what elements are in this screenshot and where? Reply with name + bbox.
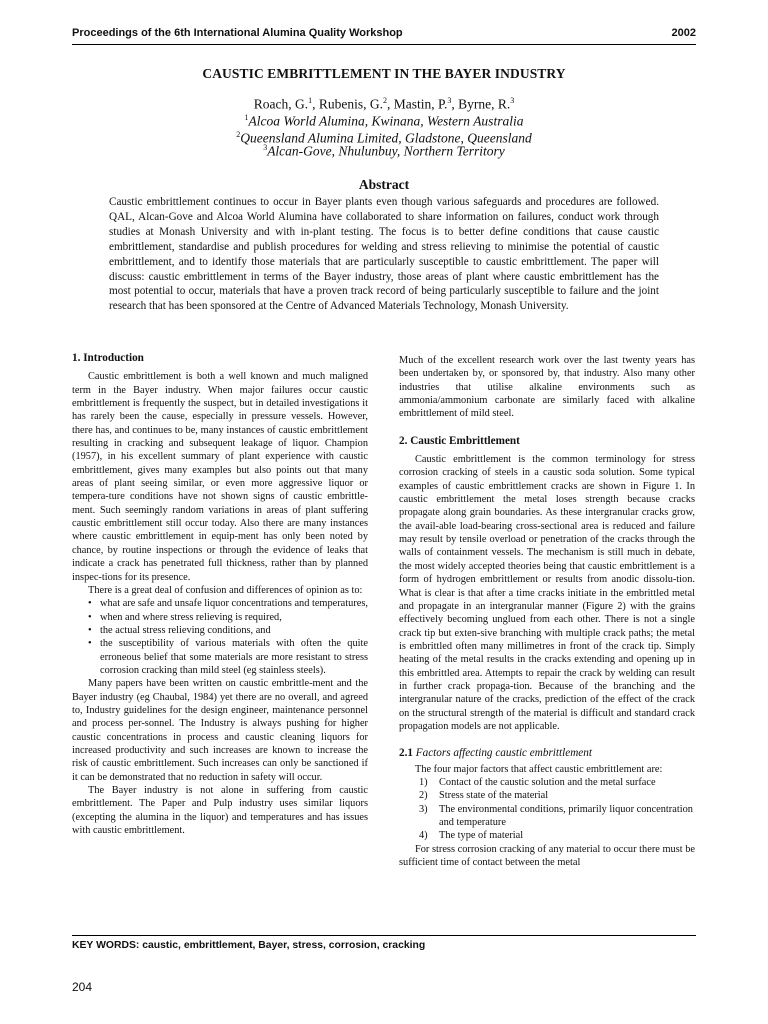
year: 2002 bbox=[671, 27, 696, 39]
bullet-list bbox=[72, 597, 368, 677]
list-item: • what are safe and unsafe liquor concentrations and temperatures, bbox=[88, 598, 368, 610]
affiliation-2: $^2$Queensland Alumina Limited, Gladstone, Queensland bbox=[236, 130, 532, 146]
list-item: 3) The environmental conditions, primarily liquor concentration and temperature bbox=[419, 803, 693, 828]
paragraph: Caustic embrittlement is both a well known and much maligned term in the Bayer industry. When major failures occur caustic embrittlement is frequently the suspect, but in detailed investigations it has rarely been the cause, especially in pressure vessels. However, there has, and continues to be, many instances of caustic embrittlement resulting in cracking and subsequent leakage of liquor. Champion (1957), in his excellent summary of plant experience with caustic embrittlement, gives many examples but also points out that many areas of plant seeing similar, or even more aggressive liquor or tempera-ture conditions have not shown signs of caustic embrittle-ment. Such seemingly random variations in areas of plant suffering caustic embrittlement still occur today. Also there are many instances where caustic embrittlement in equip-ment has only been noted by chance, by routine inspections or through the evidence of leaks that indicate a crack has penetrated full thickness, rather than by planned inspec-tions for its presence. bbox=[72, 371, 368, 583]
page-number: 204 bbox=[72, 980, 93, 994]
journal-title: Proceedings of the 6th International Alumina Quality Workshop bbox=[72, 27, 403, 39]
bullet-icon: • bbox=[88, 638, 92, 650]
header-rule bbox=[72, 44, 696, 45]
paragraph: Much of the excellent research work over the last twenty years has been undertaken by, or sponsored by, that industry. Also many other industries that utilise alkaline environments such as ammonia/ammonium carbonate are similarly faced with alkaline embrittlement of mild steel. bbox=[399, 355, 695, 420]
right-column bbox=[399, 354, 695, 869]
bullet-icon: • bbox=[88, 624, 92, 636]
paragraph: The Bayer industry is not alone in suffering from caustic embrittlement. The Paper and Pulp industry uses similar liquors (excepting the alumina in the liquor) and temperatures and has issues with caustic embrittlement. bbox=[72, 785, 368, 837]
abstract-body: Caustic embrittlement continues to occur in Bayer plants even though various safeguards and procedures are followed. QAL, Alcan-Gove and Alcoa World Alumina have collaborated to share information on failures, conduct work through studies at Monash University and with in-plant testing. The focus is to better define conditions that cause caustic embrittlement, standardise and publish procedures for welding and stress relieving to minimise the potential of caustic embrittlement, and to identify those materials that are particularly susceptible to caustic embrittlement. The paper will discuss: caustic embrittlement in terms of the Bayer industry, those areas of plant where caustic embrittlement has the most potential to occur, materials that have a proven track record of being particularly susceptible to failure and the joint research that has been sponsored at the Centre of Advanced Materials Technology, Monash University. bbox=[109, 196, 659, 313]
list-item: • the susceptibility of various materials with often the quite erroneous belief that some materials are more resistant to stress corrosion cracking than mild steel (eg stainless steels). bbox=[88, 638, 368, 676]
paragraph: There is a great deal of confusion and differences of opinion as to: bbox=[88, 584, 363, 596]
list-item: 2) Stress state of the material bbox=[419, 790, 549, 802]
author-sup: 3 bbox=[447, 96, 452, 105]
list-item: 1) Contact of the caustic solution and the metal surface bbox=[419, 776, 656, 788]
author-sup: 3 bbox=[510, 96, 515, 105]
paragraph: Many papers have been written on caustic embrittle-ment and the Bayer industry (eg Chaubal, 1984) yet there are no overall, and agreed to, Industry guidelines for the design engineer, maintenance personnel and process per-sonnel. The Industry is always pushing for higher caustic concentrations in process and caustic cleaning liquors for increased productivity and such increases are known to increase the risk of caustic embrittlement. Such increases can only be sanctioned if it can be demonstrated that no reduction in safety will occur. bbox=[72, 678, 368, 783]
bullet-icon: • bbox=[88, 598, 92, 610]
bullet-icon: • bbox=[88, 611, 92, 623]
section-heading-introduction: 1. Introduction bbox=[72, 352, 144, 364]
author-sup: 1 bbox=[308, 96, 313, 105]
footer-rule bbox=[72, 935, 696, 936]
list-item: • when and where stress relieving is required, bbox=[88, 611, 282, 623]
keywords: KEY WORDS: caustic, embrittlement, Bayer, stress, corrosion, cracking bbox=[72, 940, 426, 951]
author-sup: 2 bbox=[382, 96, 387, 105]
author-roach: Roach, G. bbox=[253, 96, 309, 112]
list-item: • the actual stress relieving conditions, and bbox=[88, 624, 271, 636]
subsection-heading: 2.1 Factors affecting caustic embrittlement bbox=[399, 747, 592, 760]
running-header bbox=[72, 27, 696, 43]
factors-list bbox=[399, 776, 695, 843]
left-column bbox=[72, 352, 368, 837]
paragraph: For stress corrosion cracking of any material to occur there must be sufficient time of contact between the metal bbox=[399, 843, 695, 869]
affiliation-3: $^3$Alcan-Gove, Nhulunbuy, Northern Territory bbox=[263, 143, 505, 159]
list-item: 4) The type of material bbox=[419, 830, 524, 842]
author-byrne: , Byrne, R. bbox=[451, 96, 511, 112]
paper-title: CAUSTIC EMBRITTLEMENT IN THE BAYER INDUSTRY bbox=[202, 66, 566, 81]
author-rubenis: , Rubenis, G. bbox=[312, 96, 383, 112]
author-mastin: , Mastin, P. bbox=[386, 96, 448, 112]
paragraph: Caustic embrittlement is the common terminology for stress corrosion cracking of steels in a caustic soda solution. Some typical examples of caustic embrittlement cracks are shown in Figure 1. In caustic embrittlement the metal loses strength because cracks propagate along grain boundaries. As these intergranular cracks grow, the avail-able load-bearing cross-sectional area is reduced and failure may result by tensile overload or penetration of the cracks through the walls of containment vessels. The mechanism is still much in debate, the most widely accepted theories being that caustic embrittlement is a form of hydrogen embrittlement or results from anodic dissolu-tion. What is clear is that after a time cracks initiate in the embrittled metal and propagate in an intergranular manner (Figure 2) with the grains effectively becoming unglued from each other. There is not a single crack tip but exten-sive branching with multiple crack paths; the metal is embrittled often many millimetres in front of the crack tip. Simply heating of the metal results in the cracks extending and opening up in this embrittled area. Attempts to repair the crack by welding can result in further crack propaga-tion. Because of the branching and the intergranular nature of the cracks, prediction of the effect of the crack on the structural strength of the material is difficult and standard crack propagation models are not applicable. bbox=[399, 454, 695, 732]
paragraph: The four major factors that affect caustic embrittlement are: bbox=[415, 763, 663, 775]
abstract-heading: Abstract bbox=[358, 177, 410, 192]
section-heading-caustic-embrittlement: 2. Caustic Embrittlement bbox=[399, 434, 520, 447]
affiliation-1: $^1$Alcoa World Alumina, Kwinana, Western Australia bbox=[244, 113, 524, 129]
